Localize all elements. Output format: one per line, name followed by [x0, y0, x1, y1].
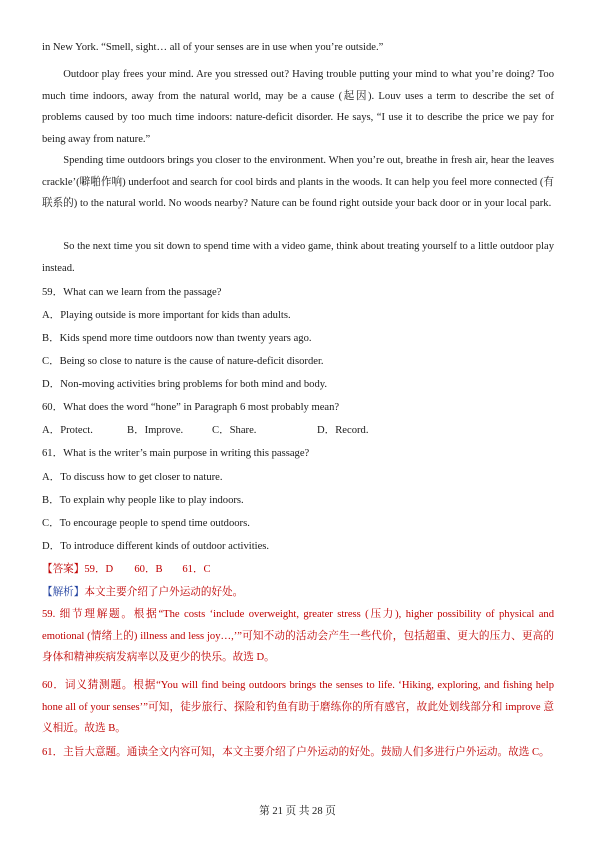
question-60-options [42, 423, 557, 439]
explanation-59: 59. 细节理解题。根据“The costs ‘include overweight, greater stress (压力), higher possibility of physical and emotional (情绪上的) illness and less joy…,’”可知不动的活动会产生一些代价，包括超重、更大的压力、更高的身体和精神疾病发病率以及更少的快乐。故选 D。 [42, 609, 554, 664]
answer-60: 60．B [134, 564, 163, 575]
question-61-stem: 61．What is the writer’s main purpose in writing this passage? [42, 448, 310, 459]
question-59-stem: 59．What can we learn from the passage? [42, 287, 222, 298]
explanation-61: 61．主旨大意题。通读全文内容可知，本文主要介绍了户外运动的好处。鼓励人们多进行户外运动。故选 C。 [42, 747, 550, 758]
question-59-option-a: A．Playing outside is more important for kids than adults. [42, 310, 291, 321]
question-60-stem: 60．What does the word “hone” in Paragraph 6 most probably mean? [42, 402, 340, 413]
question-59-option-d: D．Non-moving activities bring problems for both mind and body. [42, 379, 328, 390]
question-60-option-b: B．Improve. [127, 425, 184, 436]
analysis-intro: 本文主要介绍了户外运动的好处。 [84, 587, 244, 598]
answer-label: 【答案】 [42, 564, 85, 575]
page-footer: 第 21 页 共 28 页 [259, 806, 336, 817]
question-60-option-a: A．Protect. [42, 425, 93, 436]
question-60-option-c: C．Share. [212, 425, 257, 436]
answer-61: 61．C [182, 564, 211, 575]
question-61-option-a: A．To discuss how to get closer to nature. [42, 472, 223, 483]
passage-paragraph-3: Spending time outdoors brings you closer to the environment. When you’re out, breathe in fresh air, hear the leaves crackle’(噼啪作响) underfoot and search for cool birds and plants in the woods. It can help you feel more connected (有联系的) to the natural world. No woods nearby? Nature can be found right outside your back door or in your local park. [42, 155, 554, 210]
question-59-option-c: C．Being so close to nature is the cause of nature-deficit disorder. [42, 356, 324, 367]
answer-59: 59．D [84, 564, 114, 575]
passage-paragraph-4: So the next time you sit down to spend time with a video game, think about treating yourself to a little outdoor play instead. [42, 241, 554, 274]
question-61-option-b: B．To explain why people like to play indoors. [42, 495, 244, 506]
passage-paragraph-2: Outdoor play frees your mind. Are you stressed out? Having trouble putting your mind to what you’re doing? Too much time indoors, away from the natural world, may be a cause (起因). Louv uses a term to describe the set of problems caused by too much time indoors: nature-deficit disorder. He says, “I use it to describe the price we pay for being away from nature.” [42, 69, 554, 145]
question-60-option-d: D．Record. [317, 425, 369, 436]
analysis-line [42, 585, 557, 601]
question-61-option-d: D．To introduce different kinds of outdoor activities. [42, 541, 270, 552]
explanation-60: 60．词义猜测题。根据“You will find being outdoors brings the senses to life. ‘Hiking, exploring, and fishing help hone all of your senses’”可知，徒步旅行、探险和钓鱼有助于磨练你的所有感官，故此处划线部分和 improve 意义相近。故选 B。 [42, 680, 554, 735]
analysis-label: 【解析】 [42, 587, 85, 598]
question-59-option-b: B．Kids spend more time outdoors now than twenty years ago. [42, 333, 312, 344]
question-61-option-c: C．To encourage people to spend time outdoors. [42, 518, 250, 529]
answer-line [42, 562, 557, 578]
passage-paragraph-1: in New York. “Smell, sight… all of your senses are in use when you’re outside.” [42, 42, 384, 53]
